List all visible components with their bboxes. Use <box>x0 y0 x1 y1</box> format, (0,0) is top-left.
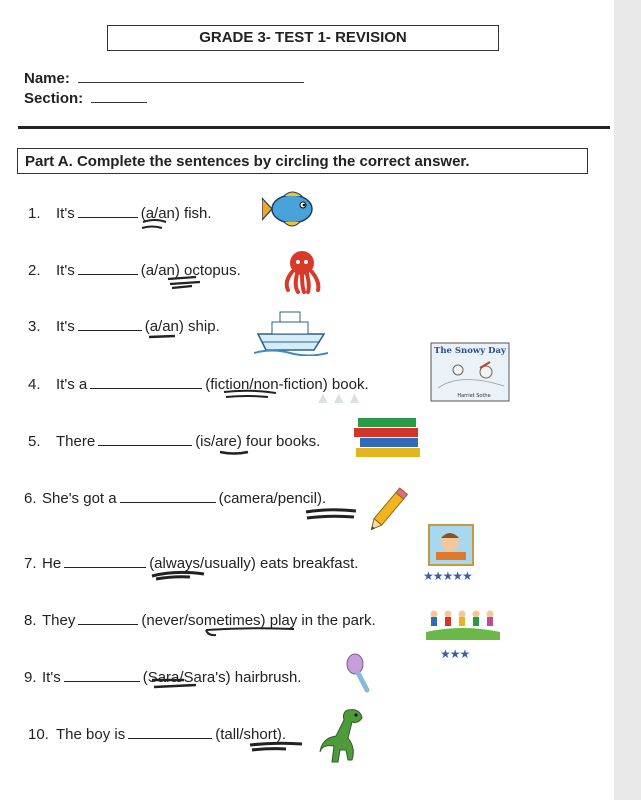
answer-mark <box>147 332 177 342</box>
name-field <box>24 70 304 87</box>
question-5 <box>28 433 320 450</box>
name-line <box>78 82 304 83</box>
question-text: He <box>42 555 62 572</box>
answer-blank[interactable] <box>120 490 216 503</box>
question-text: It's a <box>56 376 88 393</box>
answer-mark <box>304 506 358 522</box>
question-number: 1. <box>28 205 41 222</box>
breakfast-picture <box>428 524 474 568</box>
question-2 <box>28 262 241 279</box>
octopus-icon <box>280 248 324 294</box>
answer-blank[interactable] <box>90 376 202 389</box>
question-8 <box>24 612 376 629</box>
dinosaur-icon <box>318 704 370 770</box>
answer-blank[interactable] <box>78 318 142 331</box>
question-number: 4. <box>28 376 41 393</box>
pencil-icon <box>366 480 418 530</box>
answer-options: (never/sometimes) play in the park. <box>141 612 376 629</box>
question-text: They <box>42 612 76 629</box>
answer-mark <box>166 274 202 290</box>
book-title: The Snowy Day <box>434 346 506 356</box>
answer-mark <box>140 218 170 232</box>
answer-options: (Sara/Sara's) hairbrush. <box>142 669 302 686</box>
answer-mark <box>150 568 206 582</box>
section-line <box>91 102 147 103</box>
rating-stars: ★★★ <box>440 647 470 661</box>
section-field <box>24 90 147 107</box>
question-number: 9. <box>24 669 37 686</box>
question-text: It's <box>42 669 61 686</box>
answer-mark <box>248 740 304 754</box>
kids-playing-icon <box>424 604 502 640</box>
answer-options: (a/an) octopus. <box>140 262 241 279</box>
answer-blank[interactable] <box>78 612 138 625</box>
answer-options: (is/are) four books. <box>195 433 321 450</box>
question-text: She's got a <box>42 490 117 507</box>
book-cover-image <box>430 342 512 402</box>
section-label: Section: <box>24 90 84 107</box>
page-margin <box>614 0 641 800</box>
answer-options: (camera/pencil). <box>218 490 327 507</box>
divider <box>18 126 610 129</box>
answer-options: (a/an) fish. <box>140 205 212 222</box>
hairbrush-icon <box>342 652 372 694</box>
answer-blank[interactable] <box>128 726 212 739</box>
test-title: GRADE 3- TEST 1- REVISION <box>107 25 499 51</box>
answer-options: (a/an) ship. <box>144 318 220 335</box>
rating-stars: ★★★★★ <box>423 569 472 583</box>
question-text: It's <box>56 262 75 279</box>
answer-mark <box>150 676 198 692</box>
question-text: It's <box>56 318 75 335</box>
book-author: Harriet Sothe <box>457 393 491 399</box>
watermark: ▲▲▲ <box>315 390 363 407</box>
answer-blank[interactable] <box>78 205 138 218</box>
answer-mark <box>218 448 250 458</box>
question-1 <box>28 205 212 222</box>
question-number: 5. <box>28 433 41 450</box>
question-number: 7. <box>24 555 37 572</box>
answer-options: (tall/short). <box>215 726 287 743</box>
question-number: 8. <box>24 612 37 629</box>
fish-icon <box>262 188 318 230</box>
answer-mark <box>222 388 278 400</box>
question-text: It's <box>56 205 75 222</box>
part-a-instruction: Part A. Complete the sentences by circling the correct answer. <box>17 148 588 174</box>
question-text: There <box>56 433 96 450</box>
answer-blank[interactable] <box>64 555 146 568</box>
answer-mark <box>204 626 296 640</box>
answer-blank[interactable] <box>64 669 140 682</box>
answer-blank[interactable] <box>78 262 138 275</box>
question-3 <box>28 318 220 335</box>
books-icon <box>352 416 424 462</box>
question-number: 3. <box>28 318 41 335</box>
answer-options: (always/usually) eats breakfast. <box>149 555 359 572</box>
question-number: 2. <box>28 262 41 279</box>
question-text: The boy is <box>56 726 126 743</box>
ship-icon <box>254 306 328 356</box>
answer-options: (fiction/non-fiction) book. <box>205 376 369 393</box>
question-number: 10. <box>28 726 49 743</box>
name-label: Name: <box>24 70 70 87</box>
answer-blank[interactable] <box>98 433 192 446</box>
question-number: 6. <box>24 490 37 507</box>
question-6 <box>24 490 326 507</box>
